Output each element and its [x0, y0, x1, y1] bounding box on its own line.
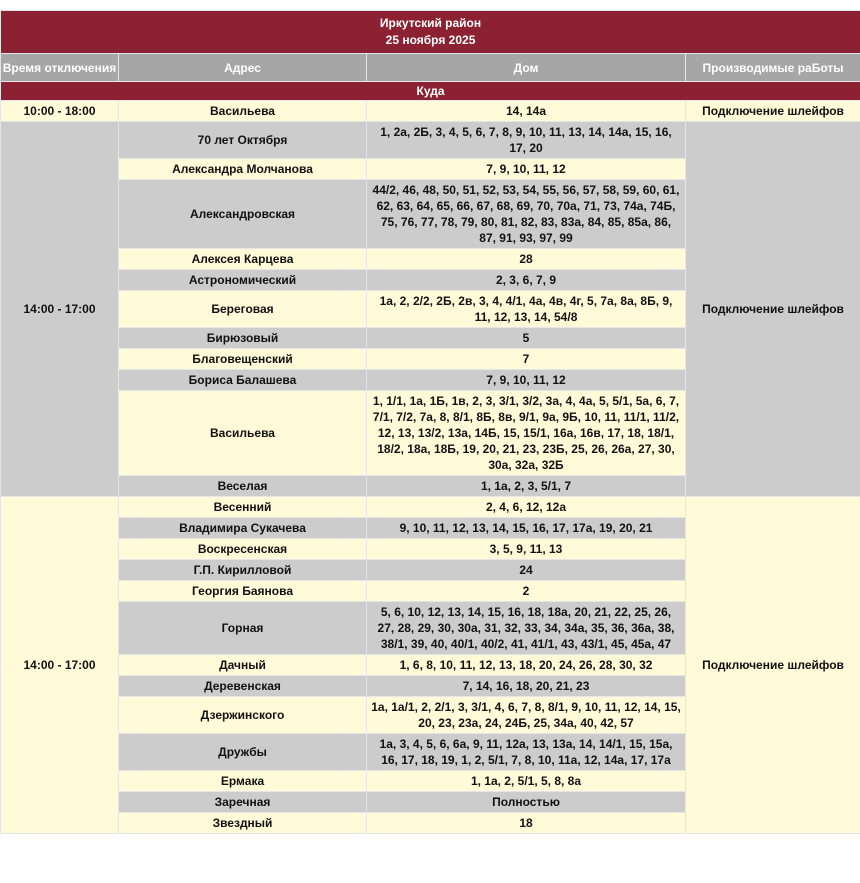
house-numbers: 1а, 3, 4, 5, 6, 6а, 9, 11, 12а, 13, 13а, 14, 14/1, 15, 15а, 16, 17, 18, 19, 1, 2, 5/1, 7, 8, 10, 11а, 12, 14а, 17, 17а — [367, 734, 686, 771]
street-name: Дзержинского — [119, 697, 367, 734]
house-numbers: 2, 4, 6, 12, 12а — [367, 497, 686, 518]
street-name: Береговая — [119, 291, 367, 328]
house-numbers: 18 — [367, 813, 686, 834]
street-name: Звездный — [119, 813, 367, 834]
work-type: Подключение шлейфов — [686, 101, 860, 122]
header-works: Производимые раБоты — [686, 54, 860, 82]
house-numbers: 1, 6, 8, 10, 11, 12, 13, 18, 20, 24, 26, 28, 30, 32 — [367, 655, 686, 676]
street-name: Васильева — [119, 391, 367, 476]
header-address: Адрес — [119, 54, 367, 82]
house-numbers: 7 — [367, 349, 686, 370]
house-numbers: 2 — [367, 581, 686, 602]
street-name: Г.П. Кирилловой — [119, 560, 367, 581]
header-house: Дом — [367, 54, 686, 82]
outage-time: 14:00 - 17:00 — [1, 497, 119, 834]
street-name: Деревенская — [119, 676, 367, 697]
street-name: Весенний — [119, 497, 367, 518]
house-numbers: 14, 14а — [367, 101, 686, 122]
street-name: 70 лет Октября — [119, 122, 367, 159]
house-numbers: 28 — [367, 249, 686, 270]
street-name: Дружбы — [119, 734, 367, 771]
street-name: Веселая — [119, 476, 367, 497]
street-name: Воскресенская — [119, 539, 367, 560]
house-numbers: 7, 14, 16, 18, 20, 21, 23 — [367, 676, 686, 697]
outage-table — [0, 10, 860, 834]
street-name: Благовещенский — [119, 349, 367, 370]
house-numbers: 1, 2а, 2Б, 3, 4, 5, 6, 7, 8, 9, 10, 11, 13, 14, 14а, 15, 16, 17, 20 — [367, 122, 686, 159]
street-name: Александра Молчанова — [119, 159, 367, 180]
street-name: Бирюзовый — [119, 328, 367, 349]
house-numbers: 1, 1а, 2, 5/1, 5, 8, 8а — [367, 771, 686, 792]
street-name: Алексея Карцева — [119, 249, 367, 270]
house-numbers: 24 — [367, 560, 686, 581]
street-name: Георгия Баянова — [119, 581, 367, 602]
street-name: Бориса Балашева — [119, 370, 367, 391]
district-title: Иркутский район — [379, 16, 482, 30]
section-label: Куда — [1, 82, 860, 101]
street-name: Астрономический — [119, 270, 367, 291]
table-body — [1, 101, 860, 834]
street-name: Владимира Сукачева — [119, 518, 367, 539]
table-row — [1, 122, 860, 159]
house-numbers: 5 — [367, 328, 686, 349]
work-type: Подключение шлейфов — [686, 497, 860, 834]
house-numbers: 1, 1/1, 1а, 1Б, 1в, 2, 3, 3/1, 3/2, 3а, 4, 4а, 5, 5/1, 5а, 6, 7, 7/1, 7/2, 7а, 8, 8/1, 8Б, 8в, 9/1, 9а, 9Б, 10, 11, 11/1, 11/2, 12, 13, 13/2, 13а, 14Б, 15, 15/1, 16а, 16в, 17, 18, 18/1, 18/2, 18а, 18Б, 19, 20, 21, 23, 23Б, 25, 26, 26а, 27, 30, 30а, 32а, 32Б — [367, 391, 686, 476]
work-type: Подключение шлейфов — [686, 122, 860, 497]
street-name: Александровская — [119, 180, 367, 249]
street-name: Горная — [119, 602, 367, 655]
table-row — [1, 101, 860, 122]
outage-time: 14:00 - 17:00 — [1, 122, 119, 497]
house-numbers: 5, 6, 10, 12, 13, 14, 15, 16, 18, 18а, 20, 21, 22, 25, 26, 27, 28, 29, 30, 30а, 31, 32, 33, 34, 34а, 35, 36, 36а, 38, 38/1, 39, 40, 40/1, 40/2, 41, 41/1, 43, 43/1, 45, 45а, 47 — [367, 602, 686, 655]
header-time: Время отключения — [1, 54, 119, 82]
outage-time: 10:00 - 18:00 — [1, 101, 119, 122]
house-numbers: 7, 9, 10, 11, 12 — [367, 159, 686, 180]
street-name: Васильева — [119, 101, 367, 122]
house-numbers: 7, 9, 10, 11, 12 — [367, 370, 686, 391]
house-numbers: 1а, 2, 2/2, 2Б, 2в, 3, 4, 4/1, 4а, 4в, 4г, 5, 7а, 8а, 8Б, 9, 11, 12, 13, 14, 54/8 — [367, 291, 686, 328]
house-numbers: 2, 3, 6, 7, 9 — [367, 270, 686, 291]
house-numbers: 1а, 1а/1, 2, 2/1, 3, 3/1, 4, 6, 7, 8, 8/1, 9, 10, 11, 12, 14, 15, 20, 23, 23а, 24, 24Б, 25, 34а, 40, 42, 57 — [367, 697, 686, 734]
house-numbers: 9, 10, 11, 12, 13, 14, 15, 16, 17, 17а, 19, 20, 21 — [367, 518, 686, 539]
street-name: Заречная — [119, 792, 367, 813]
house-numbers: 1, 1а, 2, 3, 5/1, 7 — [367, 476, 686, 497]
table-row — [1, 497, 860, 518]
street-name: Ермака — [119, 771, 367, 792]
house-numbers: Полностью — [367, 792, 686, 813]
table-title — [1, 11, 860, 54]
house-numbers: 44/2, 46, 48, 50, 51, 52, 53, 54, 55, 56, 57, 58, 59, 60, 61, 62, 63, 64, 65, 66, 67, 68, 69, 70, 70а, 71, 73, 74а, 74Б, 75, 76, 77, 78, 79, 80, 81, 82, 83, 83а, 84, 85, 85а, 86, 87, 91, 93, 97, 99 — [367, 180, 686, 249]
house-numbers: 3, 5, 9, 11, 13 — [367, 539, 686, 560]
street-name: Дачный — [119, 655, 367, 676]
date-title: 25 ноября 2025 — [385, 33, 476, 47]
